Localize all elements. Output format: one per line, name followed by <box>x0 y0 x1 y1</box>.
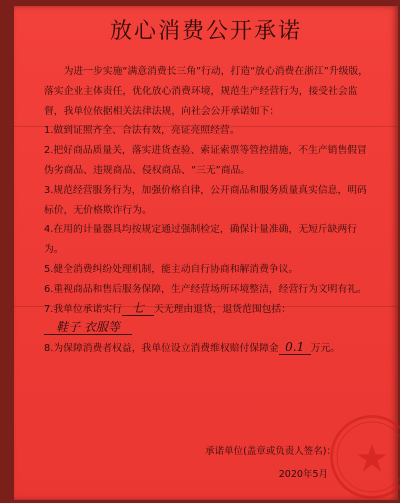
item7-suffix: 天无理由退货，退货范围包括： <box>153 303 292 315</box>
commitment-item-2: 2.把好商品质量关，落实进货查验、索证索票等管控措施，不生产销售假冒伪劣商品、违规商品、侵权商品、“三无”商品。 <box>44 145 367 176</box>
intro-paragraph: 为进一步实施“满意消费长三角”行动，打造“放心消费在浙江”升级版，落实企业主体责任，优化放心消费环境，规范生产经营行为，接受社会监督，我单位依据相关法律法规，向社会公开承诺如下： <box>44 66 369 117</box>
commitment-item-6: 6.重视商品和售后服务保障，生产经营场所环境整洁，经营行为文明有礼。 <box>44 283 367 295</box>
commitment-item-7 <box>44 300 376 340</box>
item8-prefix: 8.为保障消费者权益，我单位设立消费维权赔付保障金 <box>44 343 279 355</box>
commitment-item-5: 5.健全消费纠纷处理机制，能主动自行协商和解消费争议。 <box>44 263 299 275</box>
commitment-document <box>14 6 398 500</box>
item7-prefix: 7.我单位承诺实行 <box>44 303 122 315</box>
signature-label: 承诺单位(盖章或负责人签名)： <box>205 446 336 457</box>
return-days-handwritten: 七 <box>122 301 154 316</box>
item8-suffix: 万元。 <box>310 343 341 355</box>
company-seal-stamp <box>326 411 400 503</box>
commitment-item-4: 4.在用的计量器具均按规定通过强制检定，确保计量准确，无短斤缺两行为。 <box>44 224 358 256</box>
document-body <box>44 62 376 359</box>
return-scope-handwritten: 鞋子 衣服等 <box>44 320 132 335</box>
commitment-item-1: 1.做到证照齐全、合法有效，亮证亮照经营。 <box>44 125 240 137</box>
document-title: 放心消费公开承诺 <box>109 19 302 44</box>
commitment-item-3: 3.规范经营服务行为，加强价格自律，公开商品和服务质量真实信息，明码标价，无价格欺诈行为。 <box>44 184 367 216</box>
document-date: 2020年5月 <box>278 469 328 480</box>
guarantee-amount-handwritten: 0.1 <box>279 340 311 355</box>
commitment-item-8 <box>44 339 376 359</box>
